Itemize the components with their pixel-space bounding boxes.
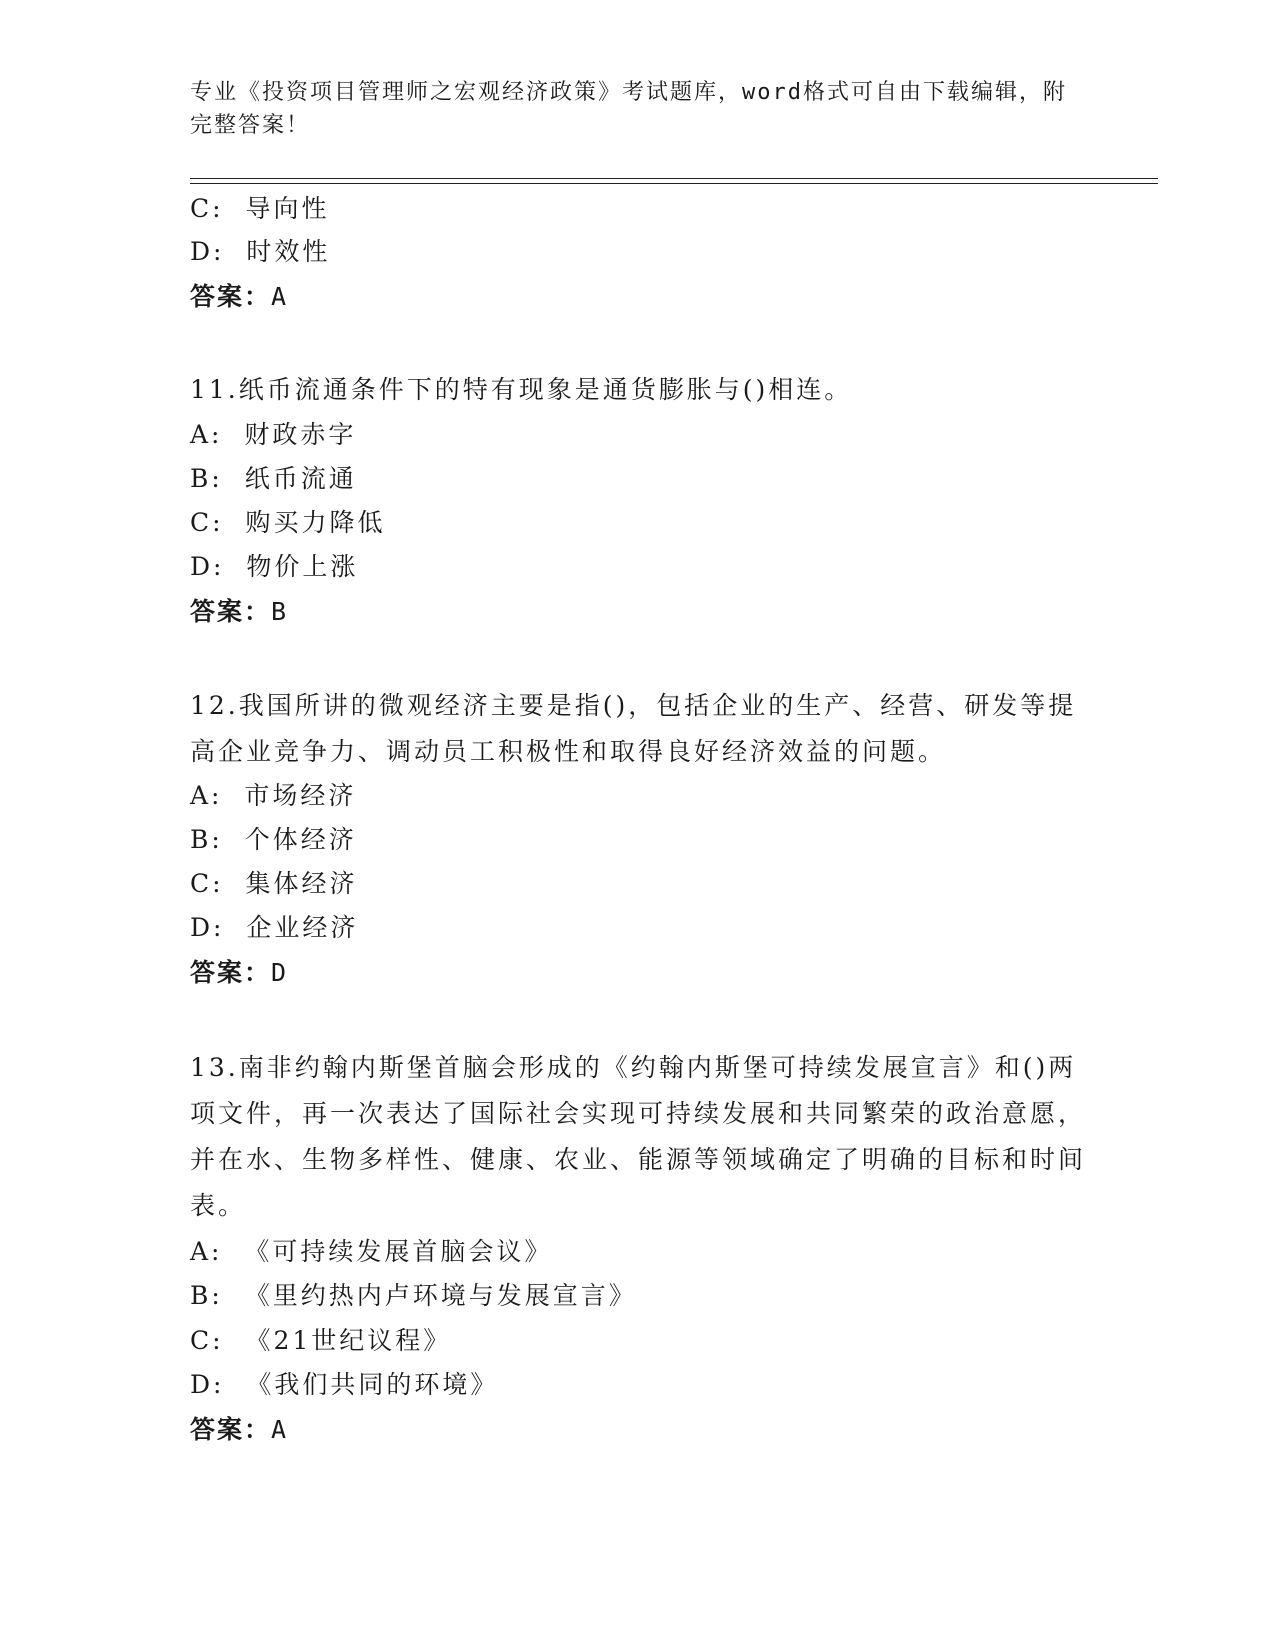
prev-answer — [190, 279, 288, 315]
q11-option-b — [190, 461, 357, 497]
option-label: D: — [190, 913, 225, 942]
q13-option-b — [190, 1278, 637, 1314]
option-text: 个体经济 — [244, 825, 357, 854]
option-text: 购买力降低 — [245, 508, 386, 537]
header-rule-top — [190, 178, 1158, 179]
header-rule-bottom — [190, 183, 1158, 184]
option-text: 纸币流通 — [244, 464, 357, 493]
option-text: 导向性 — [245, 194, 330, 223]
q11-answer — [190, 594, 288, 630]
q13-answer — [190, 1412, 288, 1448]
prev-option-c — [190, 191, 329, 227]
option-label: C: — [190, 1326, 224, 1355]
option-label: B: — [190, 1281, 223, 1310]
answer-label: 答案： — [190, 1415, 272, 1444]
option-text: 市场经济 — [244, 781, 357, 810]
question-number: 11. — [190, 375, 239, 404]
option-label: A: — [190, 1237, 223, 1266]
option-text: 物价上涨 — [246, 552, 359, 581]
answer-label: 答案： — [190, 958, 272, 987]
q12-option-c — [190, 866, 357, 902]
q12-option-b — [190, 822, 357, 858]
option-text: 《里约热内卢环境与发展宣言》 — [244, 1281, 637, 1310]
answer-label: 答案： — [190, 597, 272, 626]
option-text: 《21世纪议程》 — [245, 1326, 452, 1355]
q11-option-c — [190, 505, 385, 541]
option-label: B: — [190, 825, 223, 854]
option-label: A: — [190, 420, 223, 449]
option-text: 财政赤字 — [244, 420, 357, 449]
answer-value: D — [271, 958, 289, 987]
question-stem: 我国所讲的微观经济主要是指()，包括企业的生产、经营、研发等提高企业竞争力、调动员工积极性和取得良好经济效益的问题。 — [190, 691, 1077, 766]
q12-option-d — [190, 910, 358, 946]
option-label: C: — [190, 508, 224, 537]
question-stem: 南非约翰内斯堡首脑会形成的《约翰内斯堡可持续发展宣言》和()两项文件，再一次表达了国际社会实现可持续发展和共同繁荣的政治意愿，并在水、生物多样性、健康、农业、能源等领域确定了明确的目标和时间表。 — [190, 1053, 1087, 1220]
q11-option-a — [190, 417, 356, 453]
option-label: D: — [190, 1370, 225, 1399]
option-label: C: — [190, 194, 224, 223]
q12-answer — [190, 955, 288, 991]
question-12-text — [190, 683, 1090, 775]
option-label: D: — [190, 552, 225, 581]
option-label: D: — [190, 237, 225, 266]
q13-option-c — [190, 1323, 451, 1359]
answer-value: A — [271, 282, 289, 311]
option-text: 《我们共同的环境》 — [246, 1370, 499, 1399]
option-label: C: — [190, 869, 224, 898]
q13-option-d — [190, 1367, 498, 1403]
answer-value: A — [271, 1415, 289, 1444]
question-number: 12. — [190, 691, 239, 720]
q13-option-a — [190, 1234, 552, 1270]
question-11-text — [190, 367, 1090, 413]
question-number: 13. — [190, 1053, 239, 1082]
page-header: 专业《投资项目管理师之宏观经济政策》考试题库，word格式可自由下载编辑，附完整答案！ — [190, 80, 1067, 138]
option-text: 企业经济 — [246, 913, 359, 942]
answer-label: 答案： — [190, 282, 272, 311]
answer-value: B — [271, 597, 289, 626]
prev-option-d — [190, 234, 330, 270]
option-text: 集体经济 — [245, 869, 358, 898]
option-label: B: — [190, 464, 223, 493]
option-text: 时效性 — [246, 237, 331, 266]
option-text: 《可持续发展首脑会议》 — [244, 1237, 553, 1266]
q12-option-a — [190, 778, 356, 814]
question-13-text — [190, 1045, 1090, 1229]
question-stem: 纸币流通条件下的特有现象是通货膨胀与()相连。 — [238, 375, 853, 404]
q11-option-d — [190, 549, 358, 585]
option-label: A: — [190, 781, 223, 810]
